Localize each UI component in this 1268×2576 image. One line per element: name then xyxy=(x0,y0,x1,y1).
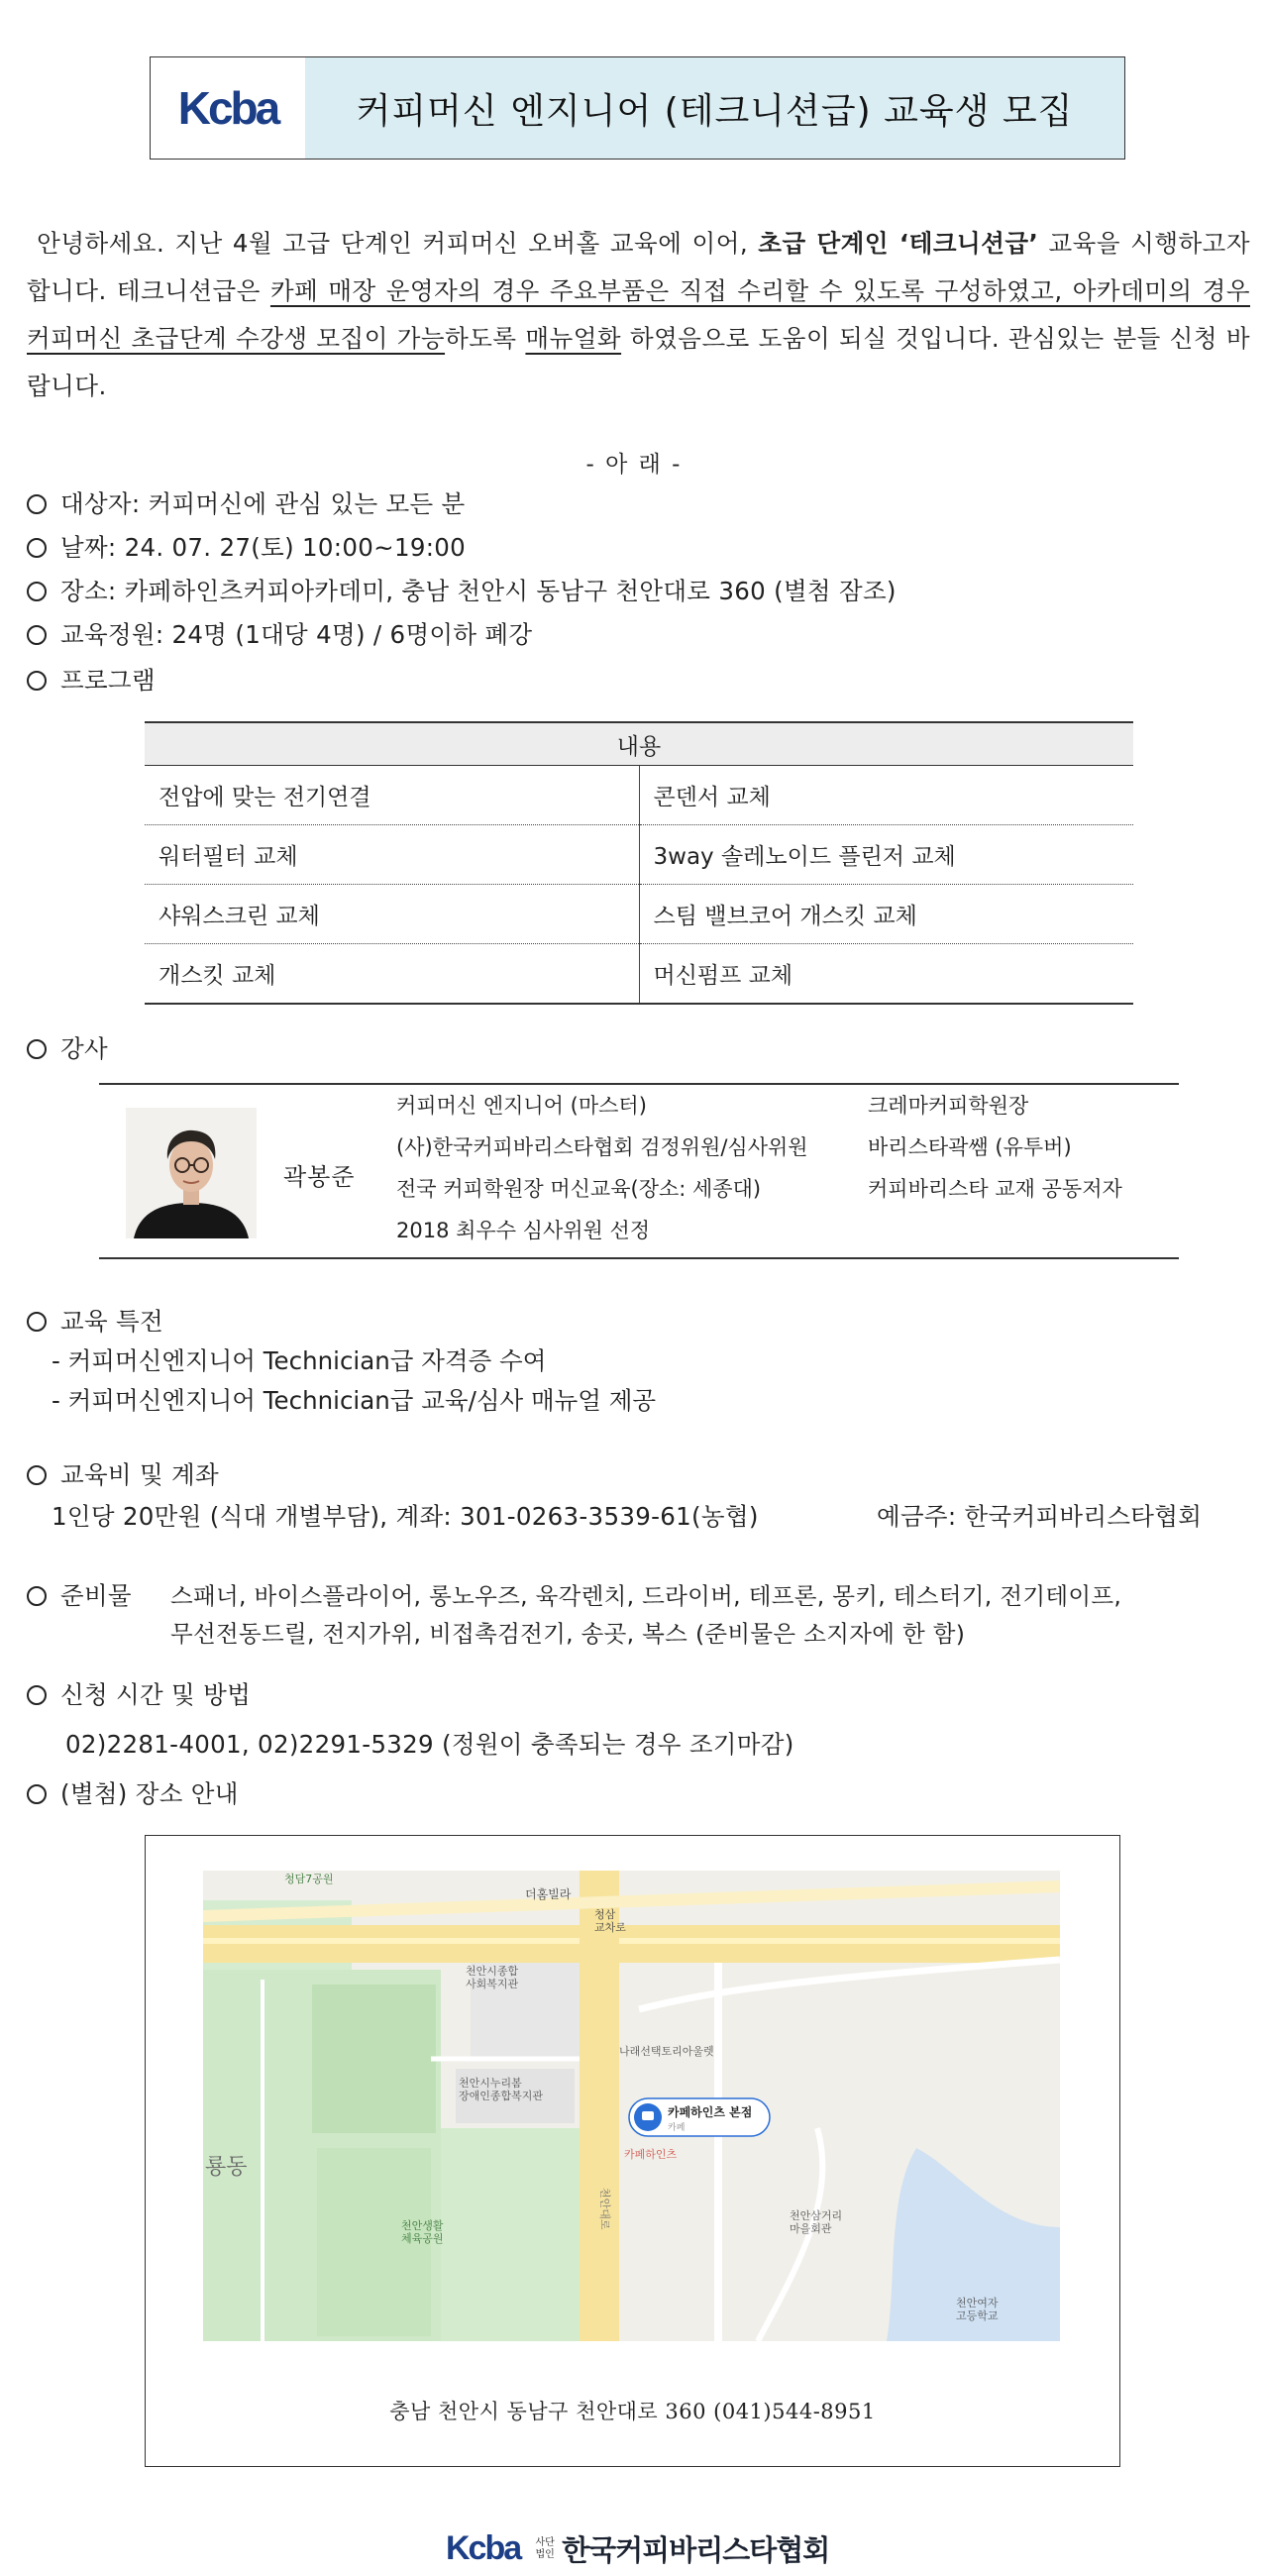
instructor-career-2 xyxy=(868,1085,1122,1210)
circle-bullet-icon xyxy=(27,1039,47,1059)
map-label: 더홈빌라 xyxy=(525,1887,572,1901)
page-title: 커피머신 엔지니어 (테크니션급) 교육생 모집 xyxy=(356,90,1074,132)
map-label: 천안대로 xyxy=(598,2188,611,2230)
map-label: 카페하인츠 본점 xyxy=(668,2105,753,2119)
instructor-box xyxy=(99,1083,1179,1259)
circle-bullet-icon xyxy=(27,538,47,558)
circle-bullet-icon xyxy=(27,582,47,601)
table-cell: 스팀 밸브코어 개스킷 교체 xyxy=(639,885,1133,944)
table-row xyxy=(145,766,1133,825)
map-label: 천안여자 고등학교 xyxy=(956,2297,999,2322)
footer xyxy=(446,2528,829,2569)
map-label: 천안시종합 사회복지관 xyxy=(466,1965,519,1990)
location-label: (별첨) 장소 안내 xyxy=(60,1779,239,1808)
table-cell: 전압에 맞는 전기연결 xyxy=(145,766,639,825)
fee-holder: 예금주: 한국커피바리스타협회 xyxy=(877,1502,1203,1531)
intro-underline-1: 카페 매장 운영자의 경우 주요부품은 직접 수리할 수 있도록 구성하였고, 아카데미의 경우 커피머신 초급단계 수강생 모집이 가능 xyxy=(27,276,1250,353)
map-label: 천안삼거리 마을회관 xyxy=(790,2209,843,2235)
header-banner xyxy=(150,56,1125,160)
footer-org-type: 사단 법인 xyxy=(535,2536,555,2560)
info-date-text: 날짜: 24. 07. 27(토) 10:00~19:00 xyxy=(60,533,467,562)
map-label: 카페 xyxy=(668,2123,686,2133)
person-photo-icon xyxy=(126,1108,257,1238)
apply-label: 신청 시간 및 방법 xyxy=(60,1680,252,1709)
map-frame xyxy=(145,1835,1120,2467)
benefit-item: - 커피머신엔지니어 Technician급 자격증 수여 xyxy=(52,1346,547,1375)
footer-logo: Kcba xyxy=(446,2529,521,2567)
circle-bullet-icon xyxy=(27,1586,47,1606)
career-item: (사)한국커피바리스타협회 검정위원/심사위원 xyxy=(396,1135,808,1159)
map-label: 카페하인츠 xyxy=(624,2148,678,2161)
career-item: 전국 커피학원장 머신교육(장소: 세종대) xyxy=(396,1177,762,1201)
map-label: 나래선택토리아울렛 xyxy=(619,2045,714,2058)
info-target-text: 대상자: 커피머신에 관심 있는 모든 분 xyxy=(60,489,466,518)
map-label: 룡동 xyxy=(205,2155,248,2180)
intro-text-1: 안녕하세요. 지난 4월 고급 단계인 커피머신 오버홀 교육에 이어, xyxy=(37,229,759,258)
location-heading xyxy=(27,1775,239,1810)
table-row xyxy=(145,825,1133,885)
circle-bullet-icon xyxy=(27,1465,47,1485)
apply-text: 02)2281-4001, 02)2291-5329 (정원이 충족되는 경우 조기마감) xyxy=(65,1730,794,1759)
circle-bullet-icon xyxy=(27,1312,47,1332)
career-item: 바리스타곽쌤 (유투버) xyxy=(868,1135,1072,1159)
intro-text-3: 하도록 xyxy=(445,324,526,353)
map-label: 청삼 교차로 xyxy=(594,1908,626,1934)
info-capacity xyxy=(27,616,532,651)
map-label: 청담7공원 xyxy=(284,1873,334,1885)
table-cell: 워터필터 교체 xyxy=(145,825,639,885)
benefit-item: - 커피머신엔지니어 Technician급 교육/심사 매뉴얼 제공 xyxy=(52,1386,657,1415)
map-image xyxy=(203,1871,1060,2341)
table-row xyxy=(145,944,1133,1005)
program-table xyxy=(145,721,1133,1005)
info-target xyxy=(27,485,466,520)
table-cell: 콘덴서 교체 xyxy=(639,766,1133,825)
info-place-text: 장소: 카페하인츠커피아카데미, 충남 천안시 동남구 천안대로 360 (별첨 잠조) xyxy=(60,577,897,605)
circle-bullet-icon xyxy=(27,671,47,691)
instructor-name: 곽봉준 xyxy=(283,1163,356,1191)
map-label: 천안시누리봄 장애인종합복지관 xyxy=(459,2077,544,2102)
kcba-logo xyxy=(151,57,305,159)
table-cell: 머신펌프 교체 xyxy=(639,944,1133,1005)
intro-text-2: 교육을 시행하고자 합니다. 테크니션급은 xyxy=(27,229,1250,305)
instructor-career-1 xyxy=(396,1085,808,1251)
map-caption: 충남 천안시 동남구 천안대로 360 (041)544-8951 xyxy=(389,2400,876,2423)
table-cell: 3way 솔레노이드 플린저 교체 xyxy=(639,825,1133,885)
intro-text-4: 하였음으로 도움이 되실 것입니다. 관심있는 분들 신청 바랍니다. xyxy=(27,324,1250,400)
title-cell xyxy=(305,57,1124,159)
table-cell: 샤워스크린 교체 xyxy=(145,885,639,944)
logo-text: Kcba xyxy=(177,82,278,134)
location-map[interactable] xyxy=(203,1871,1060,2341)
apply-heading xyxy=(27,1676,251,1711)
circle-bullet-icon xyxy=(27,1685,47,1705)
career-item: 커피바리스타 교재 공동저자 xyxy=(868,1177,1122,1201)
info-program xyxy=(27,662,156,697)
program-table-header: 내용 xyxy=(145,722,1133,766)
supplies-label: 준비물 xyxy=(60,1581,132,1610)
instructor-heading xyxy=(27,1030,108,1065)
intro-paragraph xyxy=(27,220,1250,410)
instructor-photo xyxy=(126,1108,257,1238)
info-date xyxy=(27,529,466,564)
intro-underline-2: 매뉴얼화 xyxy=(525,324,622,353)
benefits-label: 교육 특전 xyxy=(60,1307,163,1336)
circle-bullet-icon xyxy=(27,494,47,514)
supplies-line-2: 무선전동드릴, 전지가위, 비접촉검전기, 송곳, 복스 (준비물은 소지자에 한 함) xyxy=(170,1620,966,1648)
fee-text: 1인당 20만원 (식대 개별부담), 계좌: 301-0263-3539-61(농협) xyxy=(52,1502,759,1531)
table-cell: 개스킷 교체 xyxy=(145,944,639,1005)
fee-label: 교육비 및 계좌 xyxy=(60,1460,219,1489)
info-place xyxy=(27,573,897,607)
circle-bullet-icon xyxy=(27,625,47,645)
map-label: 천안생활 체육공원 xyxy=(401,2219,444,2245)
supplies-heading xyxy=(27,1577,132,1612)
career-item: 2018 최우수 심사위원 선정 xyxy=(396,1219,651,1242)
circle-bullet-icon xyxy=(27,1784,47,1804)
program-label: 프로그램 xyxy=(60,666,156,695)
benefits-heading xyxy=(27,1303,163,1338)
footer-org-name: 한국커피바리스타협회 xyxy=(562,2533,830,2567)
fee-heading xyxy=(27,1456,219,1491)
below-label: - 아 래 - xyxy=(585,452,683,478)
info-capacity-text: 교육정원: 24명 (1대당 4명) / 6명이하 폐강 xyxy=(60,620,533,649)
table-row xyxy=(145,885,1133,944)
career-item: 크레마커피학원장 xyxy=(868,1094,1029,1118)
career-item: 커피머신 엔지니어 (마스터) xyxy=(396,1094,647,1118)
instructor-label: 강사 xyxy=(60,1034,108,1063)
intro-bold: 초급 단계인 ‘테크니션급’ xyxy=(758,229,1039,258)
supplies-line-1: 스패너, 바이스플라이어, 롱노우즈, 육각렌치, 드라이버, 테프론, 몽키, 테스터기, 전기테이프, xyxy=(170,1582,1122,1610)
